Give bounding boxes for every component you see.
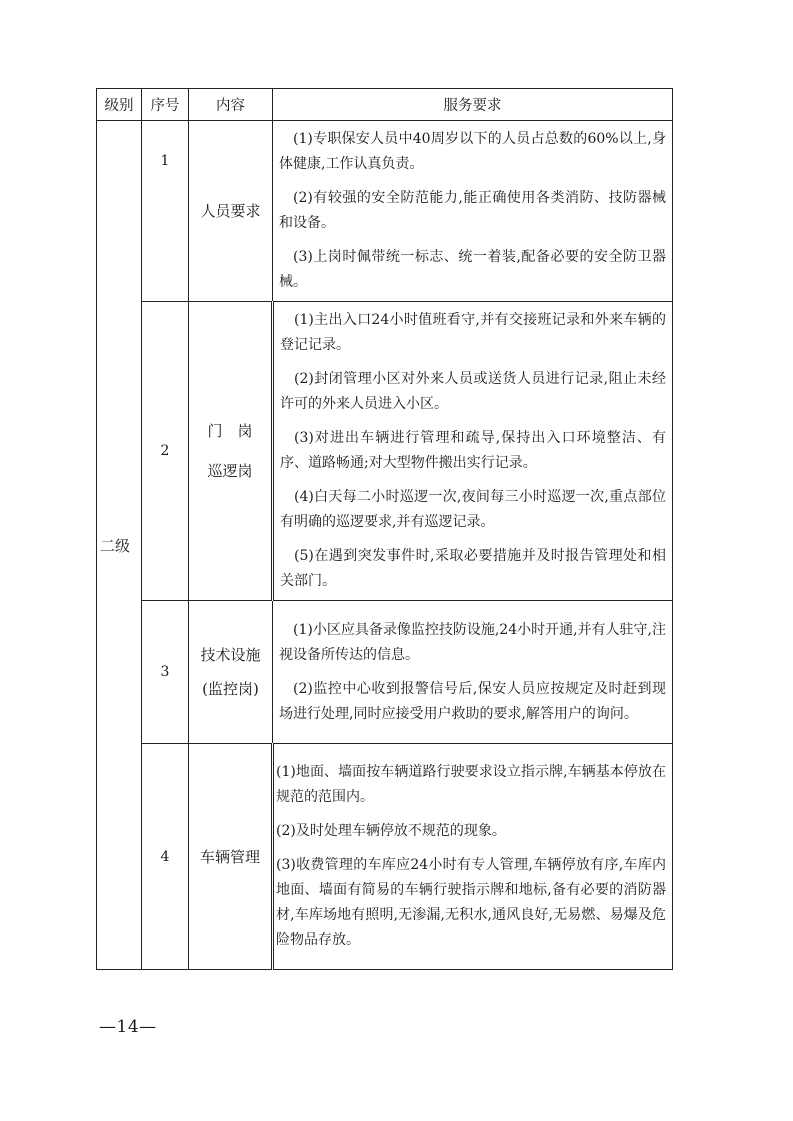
requirement-item: (1)主出入口24小时值班看守,并有交接班记录和外来车辆的登记记录。 [280, 312, 666, 353]
requirement-item: (1)地面、墙面按车辆道路行驶要求设立指示牌,车辆基本停放在规范的范围内。 [276, 764, 666, 805]
requirement-item: (2)监控中心收到报警信号后,保安人员应按规定及时赶到现场进行处理,同时应接受用户救助的要求,解答用户的询问。 [279, 680, 666, 722]
requirement-item: (2)封闭管理小区对外来人员或送货人员进行记录,阻止未经许可的外来人员进入小区。 [280, 371, 666, 412]
requirement-item: (2)有较强的安全防范能力,能正确使用各类消防、技防器械和设备。 [279, 190, 666, 231]
content-line: 门 岗 [207, 422, 253, 440]
row-content [189, 121, 273, 302]
row-content [189, 302, 273, 601]
row-seq: 4 [142, 744, 189, 970]
content-line: 巡逻岗 [207, 462, 253, 480]
requirement-item: (2)及时处理车辆停放不规范的现象。 [276, 823, 506, 839]
row-seq: 1 [142, 121, 189, 302]
row-content [189, 744, 273, 970]
requirement-item: (1)专职保安人员中40周岁以下的人员占总数的60%以上,身体健康,工作认真负责。 [279, 131, 666, 172]
requirement-item: (3)上岗时佩带统一标志、统一着装,配备必要的安全防卫器械。 [279, 249, 666, 290]
table-row [97, 302, 673, 601]
table-row [97, 601, 673, 744]
content-line: 人员要求 [200, 202, 261, 220]
row-requirements [273, 744, 673, 970]
row-seq: 3 [142, 601, 189, 744]
header-seq: 序号 [142, 89, 189, 121]
table-row [97, 121, 673, 302]
content-line: 技术设施 [200, 646, 261, 664]
header-requirements: 服务要求 [273, 89, 673, 121]
row-requirements [273, 302, 673, 601]
page-number: —14— [99, 1017, 157, 1037]
requirement-item: (4)白天每二小时巡逻一次,夜间每三小时巡逻一次,重点部位有明确的巡逻要求,并有巡逻记录。 [280, 489, 666, 530]
row-requirements [273, 601, 673, 744]
row-requirements [273, 121, 673, 302]
requirement-item: (1)小区应具备录像监控技防设施,24小时开通,并有人驻守,注视设备所传达的信息。 [279, 621, 666, 663]
header-content: 内容 [189, 89, 273, 121]
content-line: 车辆管理 [199, 847, 260, 866]
requirement-item: (3)对进出车辆进行管理和疏导,保持出入口环境整洁、有序、道路畅通;对大型物件搬出实行记录。 [280, 430, 666, 471]
header-level: 级别 [97, 89, 142, 121]
level-cell: 二级 [97, 121, 142, 970]
requirement-item: (5)在遇到突发事件时,采取必要措施并及时报告管理处和相关部门。 [280, 548, 666, 589]
row-content [189, 601, 273, 744]
table-row [97, 744, 673, 970]
service-requirements-table [96, 88, 673, 970]
requirement-item: (3)收费管理的车库应24小时有专人管理,车辆停放有序,车库内地面、墙面有简易的车辆行驶指示牌和地标,备有必要的消防器材,车库场地有照明,无渗漏,无积水,通风良好,无易燃、易爆及危险物品存放。 [276, 857, 666, 948]
table-header-row [97, 89, 673, 121]
row-seq: 2 [142, 302, 189, 601]
content-line: (监控岗) [202, 680, 259, 698]
